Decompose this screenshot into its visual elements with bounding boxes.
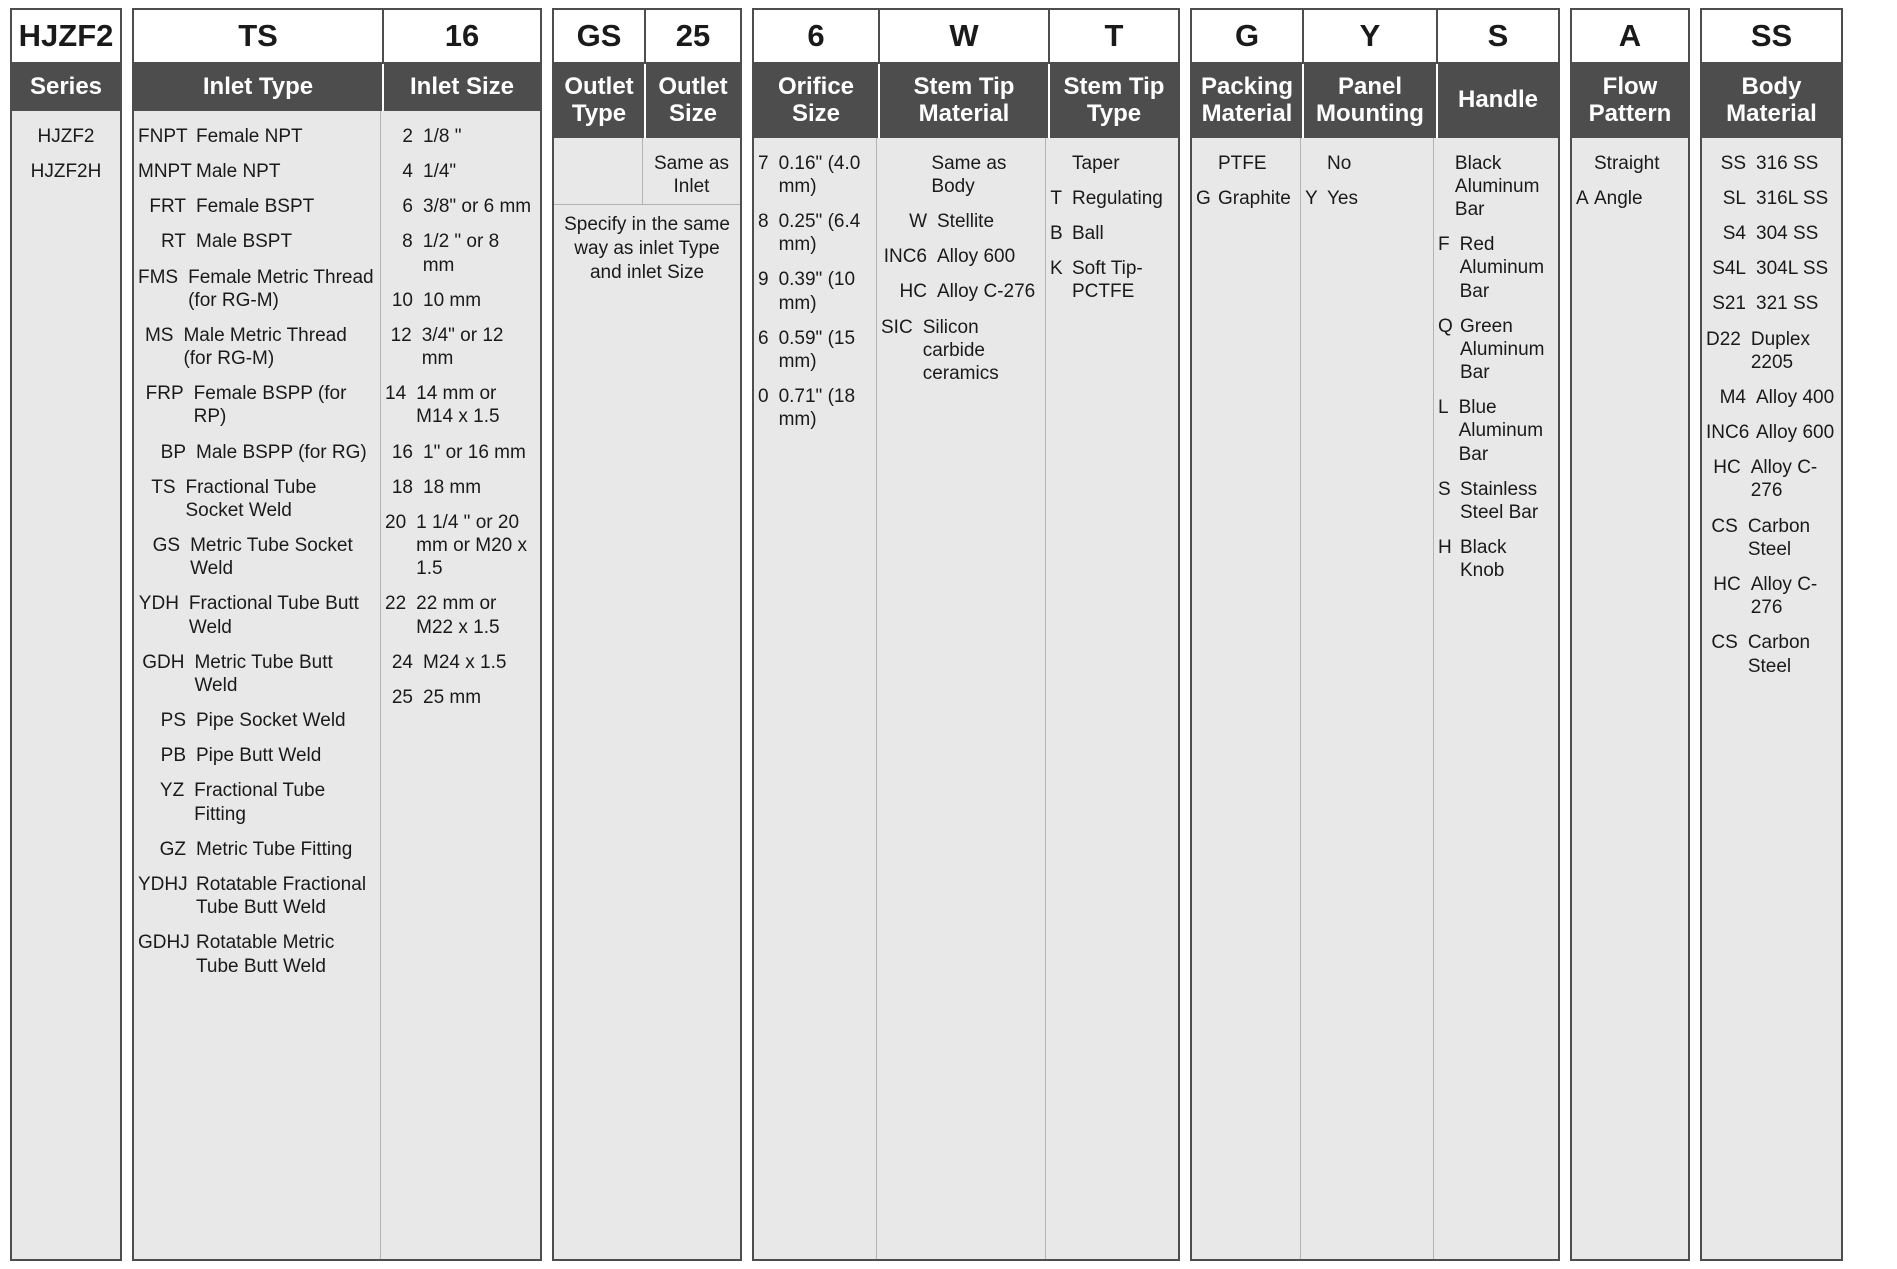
group-inlet <box>132 8 542 1261</box>
list-item <box>877 310 1045 392</box>
list-item <box>381 376 540 434</box>
column-handle <box>1433 138 1558 1259</box>
option-label: Soft Tip-PCTFE <box>1072 258 1143 303</box>
list-item <box>1572 181 1688 216</box>
option-label: 304L SS <box>1756 258 1829 280</box>
option-code: BP <box>160 441 186 463</box>
column-packing-material <box>1192 138 1300 1259</box>
option-label: Black Knob <box>1460 537 1507 582</box>
option-code <box>1572 146 1590 158</box>
list-item <box>1702 286 1841 321</box>
option-code <box>1434 146 1451 158</box>
option-label: Alloy 600 <box>1756 422 1835 444</box>
header-row-series <box>12 64 120 111</box>
option-code: S4 <box>1722 223 1746 245</box>
header-panel-mounting: Panel Mounting <box>1302 64 1436 138</box>
option-label: Female BSPT <box>196 196 315 218</box>
list-item <box>134 260 380 318</box>
option-code: T <box>1050 187 1062 209</box>
list-item <box>1046 146 1178 181</box>
list-item <box>754 204 876 262</box>
option-label: Female BSPP (for RP) <box>193 383 347 428</box>
option-label: Straight <box>1594 152 1660 174</box>
option-code: SIC <box>881 316 913 338</box>
option-label: Male Metric Thread (for RG-M) <box>183 324 347 370</box>
option-code: 24 <box>391 651 413 673</box>
option-code: S21 <box>1712 293 1746 315</box>
list-item <box>134 738 380 773</box>
group-series <box>10 8 122 1261</box>
list-item <box>134 119 380 154</box>
code-cell-outlet-type: GS <box>554 10 644 62</box>
code-cell-packing-material: G <box>1192 10 1302 62</box>
header-handle: Handle <box>1436 64 1558 138</box>
option-code: INC6 <box>1706 422 1750 444</box>
list-item <box>1702 415 1841 450</box>
option-label: 316 SS <box>1756 152 1819 174</box>
option-code: RT <box>161 231 186 253</box>
list-item: HJZF2H <box>30 161 102 183</box>
option-code: 2 <box>402 125 413 147</box>
group-outlet <box>552 8 742 1261</box>
list-item <box>381 283 540 318</box>
option-code: YZ <box>159 780 185 802</box>
option-label: Alloy C-276 <box>937 281 1036 303</box>
option-code: HC <box>1713 573 1741 595</box>
group-packing <box>1190 8 1560 1261</box>
body-body-material <box>1702 138 1841 1259</box>
option-code: MS <box>144 324 174 346</box>
list-item <box>381 318 540 376</box>
code-row-orifice <box>754 10 1178 64</box>
option-label: Carbon Steel <box>1747 632 1811 677</box>
option-label: Stellite <box>937 211 995 233</box>
list-item <box>1434 390 1558 472</box>
list-item <box>381 119 540 154</box>
option-code: 8 <box>758 211 769 233</box>
list-item <box>1702 216 1841 251</box>
list-item <box>877 146 1045 204</box>
option-code: 6 <box>758 327 769 349</box>
list-item <box>1301 146 1433 181</box>
list-item <box>381 680 540 715</box>
list-item <box>1434 530 1558 588</box>
option-label: Regulating <box>1072 187 1163 209</box>
code-cell-outlet-size: 25 <box>644 10 740 62</box>
code-cell-orifice-size: 6 <box>754 10 878 62</box>
column-orifice-size <box>754 138 876 1259</box>
option-code: SS <box>1720 152 1746 174</box>
list-item <box>134 925 380 983</box>
option-label: 3/8" or 6 mm <box>423 196 532 218</box>
list-item <box>134 703 380 738</box>
option-label: 14 mm or M14 x 1.5 <box>416 383 500 428</box>
option-label: 3/4" or 12 mm <box>421 324 504 370</box>
option-label: Fractional Tube Butt Weld <box>188 593 359 638</box>
option-code: F <box>1438 234 1450 256</box>
header-inlet-size: Inlet Size <box>382 64 540 111</box>
option-code: 4 <box>402 161 413 183</box>
option-code: 16 <box>391 441 413 463</box>
column-body-material <box>1702 138 1841 1259</box>
option-label: Duplex 2205 <box>1750 328 1811 373</box>
option-label: 0.71" (18 mm) <box>778 386 856 431</box>
code-row-body <box>1702 10 1841 64</box>
header-row-packing <box>1192 64 1558 138</box>
option-label: 1/4" <box>423 161 457 183</box>
code-cell-series: HJZF2 <box>12 10 120 62</box>
list-item <box>1434 146 1558 228</box>
list-item <box>1046 216 1178 251</box>
list-item <box>134 645 380 703</box>
option-code: GDH <box>142 651 185 673</box>
body-packing <box>1192 138 1558 1259</box>
option-label: 1/2 " or 8 mm <box>422 231 500 276</box>
option-label: Metric Tube Butt Weld <box>194 651 333 696</box>
list-item <box>1702 625 1841 683</box>
option-code: A <box>1576 187 1589 209</box>
body-flow <box>1572 138 1688 1259</box>
list-item: HJZF2 <box>37 125 95 147</box>
code-cell-stem-tip-material: W <box>878 10 1048 62</box>
list-item <box>1702 146 1841 181</box>
option-code: G <box>1196 187 1211 209</box>
option-code: K <box>1050 258 1063 280</box>
option-code: 12 <box>390 324 412 346</box>
option-code: 20 <box>385 511 407 533</box>
list-item <box>1572 146 1688 181</box>
list-item <box>1192 146 1300 181</box>
column-flow-pattern <box>1572 138 1688 1259</box>
header-stem-tip-type: Stem Tip Type <box>1048 64 1178 138</box>
option-label: Carbon Steel <box>1747 515 1811 560</box>
code-row-packing <box>1192 10 1558 64</box>
list-item <box>754 146 876 204</box>
list-item <box>877 274 1045 309</box>
option-label: Taper <box>1072 152 1120 174</box>
option-code: YDH <box>138 593 179 615</box>
code-cell-stem-tip-type: T <box>1048 10 1178 62</box>
option-code <box>1301 146 1323 158</box>
column-stem-tip-type <box>1045 138 1178 1259</box>
option-label: No <box>1327 152 1352 174</box>
list-item <box>754 379 876 437</box>
option-code: S <box>1438 478 1451 500</box>
option-label: Alloy C-276 <box>1750 457 1818 502</box>
list-item <box>381 154 540 189</box>
option-code: GS <box>152 535 181 557</box>
option-code: CS <box>1711 515 1738 537</box>
list-item <box>1702 450 1841 508</box>
option-label: Pipe Socket Weld <box>196 710 346 732</box>
list-item <box>134 435 380 470</box>
header-outlet-type: Outlet Type <box>554 64 644 138</box>
list-item <box>877 239 1045 274</box>
option-code: 10 <box>391 289 413 311</box>
header-outlet-size: Outlet Size <box>644 64 740 138</box>
list-item <box>1192 181 1300 216</box>
header-packing-material: Packing Material <box>1192 64 1302 138</box>
outlet-note: Specify in the same way as inlet Type and inlet Size <box>554 204 740 292</box>
code-cell-body-material: SS <box>1702 10 1841 62</box>
code-cell-inlet-size: 16 <box>382 10 540 62</box>
list-item <box>134 224 380 259</box>
option-label: Same as Body <box>931 152 1007 197</box>
list-item <box>134 528 380 586</box>
option-label: 25 mm <box>423 686 482 708</box>
option-code: 22 <box>385 593 407 615</box>
header-series: Series <box>12 64 120 111</box>
list-item <box>877 204 1045 239</box>
option-code: FMS <box>138 266 179 288</box>
code-row-series <box>12 10 120 64</box>
option-label: 18 mm <box>423 476 482 498</box>
option-code: L <box>1438 397 1449 419</box>
option-code: TS <box>151 476 176 498</box>
list-item <box>134 586 380 644</box>
option-code: M4 <box>1719 386 1746 408</box>
column-outlet-size <box>642 138 740 204</box>
code-cell-flow-pattern: A <box>1572 10 1688 62</box>
option-code: MNPT <box>138 161 192 183</box>
option-label: Blue Aluminum Bar <box>1458 397 1544 465</box>
option-code: GZ <box>159 838 186 860</box>
list-item <box>134 470 380 528</box>
option-code: S4L <box>1712 258 1746 280</box>
list-item <box>381 586 540 644</box>
option-label: Metric Tube Socket Weld <box>190 535 353 580</box>
option-label: Alloy 400 <box>1756 386 1835 408</box>
header-stem-tip-material: Stem Tip Material <box>878 64 1048 138</box>
group-body-material <box>1700 8 1843 1261</box>
option-label: Silicon carbide ceramics <box>922 316 999 384</box>
option-label: Female NPT <box>196 125 303 147</box>
code-row-outlet <box>554 10 740 64</box>
option-label: PTFE <box>1218 152 1267 174</box>
list-item <box>134 773 380 831</box>
option-label: Stainless Steel Bar <box>1460 478 1539 523</box>
option-code: W <box>909 211 927 233</box>
list-item <box>134 318 380 376</box>
group-orifice <box>752 8 1180 1261</box>
list-item <box>754 321 876 379</box>
option-label: Angle <box>1594 187 1643 209</box>
option-label: 1" or 16 mm <box>423 441 526 463</box>
option-label: Rotatable Fractional Tube Butt Weld <box>196 874 367 919</box>
list-item <box>1702 181 1841 216</box>
list-item <box>1434 227 1558 309</box>
list-item <box>1434 309 1558 391</box>
list-item <box>381 224 540 282</box>
body-inlet <box>134 111 540 1259</box>
option-code: HC <box>1713 457 1741 479</box>
option-label: 0.39" (10 mm) <box>778 269 856 314</box>
list-item <box>1702 567 1841 625</box>
list-item <box>1434 472 1558 530</box>
list-item <box>134 376 380 434</box>
header-row-orifice <box>754 64 1178 138</box>
header-row-body <box>1702 64 1841 138</box>
option-label: Female Metric Thread (for RG-M) <box>188 266 374 311</box>
list-item <box>1046 181 1178 216</box>
option-code: GDHJ <box>138 932 190 954</box>
column-inlet-type <box>134 111 380 1259</box>
option-code <box>1192 146 1214 158</box>
option-label: Alloy 600 <box>937 246 1016 268</box>
header-row-flow <box>1572 64 1688 138</box>
option-label: 0.25" (6.4 mm) <box>778 211 861 256</box>
option-code: PB <box>160 745 186 767</box>
option-code: FNPT <box>138 125 188 147</box>
option-label: Rotatable Metric Tube Butt Weld <box>196 932 335 977</box>
option-code: SL <box>1722 187 1746 209</box>
option-label: Yes <box>1327 187 1358 209</box>
option-label: Green Aluminum Bar <box>1460 315 1545 384</box>
code-cell-handle: S <box>1436 10 1558 62</box>
option-label: 10 mm <box>423 289 482 311</box>
list-item <box>134 832 380 867</box>
option-code: B <box>1050 223 1063 245</box>
list-item <box>381 189 540 224</box>
header-row-inlet <box>134 64 540 111</box>
option-code: 14 <box>385 383 407 405</box>
option-code: INC6 <box>883 246 927 268</box>
option-code: PS <box>160 710 186 732</box>
list-item: Same as Inlet <box>654 152 729 197</box>
option-code: 0 <box>758 386 769 408</box>
column-panel-mounting <box>1300 138 1433 1259</box>
option-code: 25 <box>391 686 413 708</box>
list-item <box>134 189 380 224</box>
option-code: D22 <box>1706 328 1741 350</box>
option-code: H <box>1438 537 1452 559</box>
code-cell-inlet-type: TS <box>134 10 382 62</box>
option-label: Black Aluminum Bar <box>1454 152 1540 221</box>
option-label: 316L SS <box>1756 187 1829 209</box>
header-orifice-size: Orifice Size <box>754 64 878 138</box>
list-item <box>381 435 540 470</box>
option-label: 304 SS <box>1756 223 1819 245</box>
option-label: Male NPT <box>196 161 281 183</box>
option-label: 0.59" (15 mm) <box>778 327 856 372</box>
header-flow-pattern: Flow Pattern <box>1572 64 1688 138</box>
list-item <box>1301 181 1433 216</box>
group-flow-pattern <box>1570 8 1690 1261</box>
option-code: FRP <box>145 383 184 405</box>
header-inlet-type: Inlet Type <box>134 64 382 111</box>
option-code: 7 <box>758 152 769 174</box>
option-code <box>1046 146 1068 158</box>
code-row-flow <box>1572 10 1688 64</box>
option-label: Graphite <box>1218 187 1291 209</box>
list-item <box>754 262 876 320</box>
column-inlet-size <box>380 111 540 1259</box>
body-outlet <box>554 138 740 1259</box>
header-body-material: Body Material <box>1702 64 1841 138</box>
option-label: Pipe Butt Weld <box>196 745 322 767</box>
option-code: 18 <box>391 476 413 498</box>
list-item <box>1702 251 1841 286</box>
option-label: Male BSPP (for RG) <box>196 441 367 463</box>
option-code: YDHJ <box>138 874 188 895</box>
list-item <box>1702 322 1841 380</box>
list-item <box>1046 251 1178 309</box>
option-label: Metric Tube Fitting <box>196 838 353 860</box>
option-label: Ball <box>1072 223 1104 245</box>
code-row-inlet <box>134 10 540 64</box>
list-item <box>1702 380 1841 415</box>
list-item <box>381 470 540 505</box>
option-code: 8 <box>402 231 413 253</box>
option-code: Y <box>1305 187 1318 209</box>
option-label: Fractional Tube Fitting <box>194 780 326 825</box>
option-label: 22 mm or M22 x 1.5 <box>416 593 500 638</box>
option-label: M24 x 1.5 <box>423 651 507 673</box>
option-label: Alloy C-276 <box>1750 573 1818 619</box>
body-series <box>12 111 120 1259</box>
option-code: 6 <box>402 196 413 218</box>
column-stem-tip-material <box>876 138 1045 1259</box>
option-code: HC <box>899 281 927 303</box>
option-label: 321 SS <box>1756 293 1819 315</box>
option-label: Red Aluminum Bar <box>1459 234 1545 302</box>
outlet-filler <box>554 292 740 1259</box>
code-cell-panel-mounting: Y <box>1302 10 1436 62</box>
option-code: CS <box>1711 632 1738 654</box>
option-code: FRT <box>149 196 186 218</box>
list-item <box>381 645 540 680</box>
option-code: 9 <box>758 269 769 291</box>
column-series <box>12 111 120 1259</box>
list-item <box>134 154 380 189</box>
outlet-top-row <box>554 138 740 204</box>
list-item <box>134 867 380 925</box>
option-code <box>877 146 927 158</box>
option-label: Fractional Tube Socket Weld <box>185 476 317 521</box>
option-label: 1/8 " <box>423 125 462 147</box>
list-item <box>1702 509 1841 567</box>
option-label: Male BSPT <box>196 231 293 253</box>
option-label: 1 1/4 " or 20 mm or M20 x 1.5 <box>416 511 527 580</box>
body-orifice <box>754 138 1178 1259</box>
option-code: Q <box>1438 315 1453 337</box>
list-item <box>381 505 540 587</box>
header-row-outlet <box>554 64 740 138</box>
option-label: 0.16" (4.0 mm) <box>778 152 861 197</box>
column-outlet-type <box>554 138 642 204</box>
